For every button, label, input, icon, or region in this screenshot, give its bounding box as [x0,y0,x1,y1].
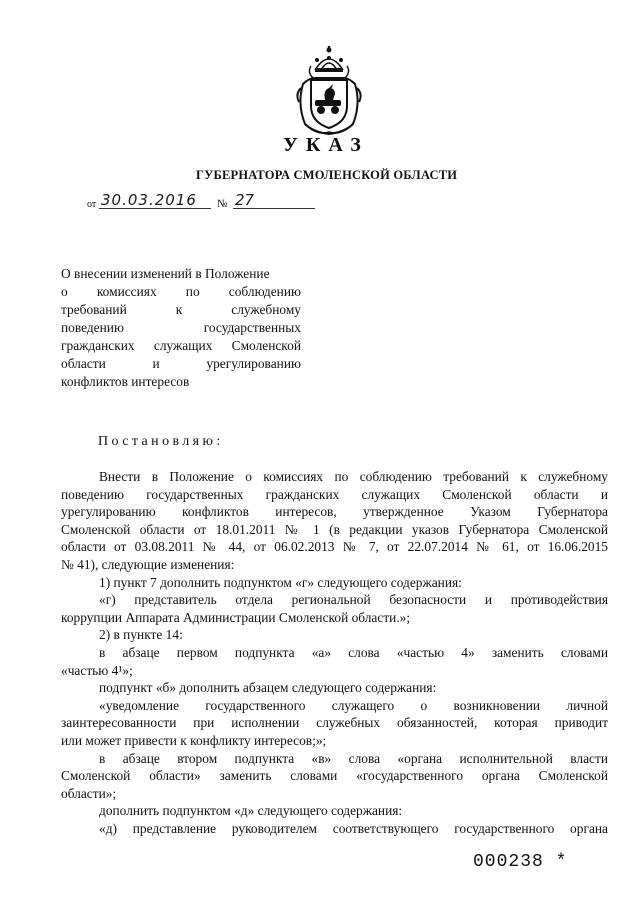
body-line: «уведомление государственного служащего о возникновении личной [99,697,608,713]
date-underline [99,208,211,209]
heading-line: области и урегулированию [61,356,301,371]
document-heading [61,265,301,391]
handwritten-date: 30.03.2016 [101,191,197,209]
body-line: 2) в пункте 14: [99,627,183,643]
body-line: области от 03.08.2011 № 44, от 06.02.2013 № 7, от 22.07.2014 № 61, от 16.06.2015 [61,539,608,555]
body-line: подпункт «б» дополнить абзацем следующего содержания: [99,680,437,696]
body-line: Смоленской области» заменить словами «государственного органа Смоленской [61,768,608,784]
body-line: в абзаце первом подпункта «а» слова «частью 4» заменить словами [99,644,608,660]
handwritten-number: 27 [235,191,255,209]
heading-line: О внесении изменений в Положение [61,266,270,281]
body-line: Смоленской области от 18.01.2011 № 1 (в редакции указов Губернатора Смоленской [61,521,608,537]
body-line: «г) представитель отдела региональной безопасности и противодействия [99,592,608,608]
number-prefix: № [217,198,228,210]
heading-line: о комиссиях по соблюдению [61,284,301,299]
heading-line: конфликтов интересов [61,374,190,389]
body-line: дополнить подпунктом «д» следующего содержания: [99,803,403,819]
body-line: Внести в Положение о комиссиях по соблюдению требований к служебному [99,469,608,484]
document-body [61,468,608,837]
document-title: УКАЗ [283,134,369,156]
date-number-line [87,191,327,213]
body-line: урегулированию конфликтов интересов, утвержденное Указом Губернатора [61,504,608,520]
heading-line: требований к служебному [61,302,301,317]
coat-of-arms-emblem [293,44,365,138]
body-line: в абзаце втором подпункта «в» слова «органа исполнительной власти [99,750,608,766]
body-line: заинтересованности при исполнении служебных обязанностей, которая приводит [61,715,608,731]
serial-number: 000238 * [473,852,568,872]
body-line: области»; [61,785,117,801]
body-line: коррупции Аппарата Администрации Смоленской области.»; [61,609,411,625]
body-line: 1) пункт 7 дополнить подпунктом «г» следующего содержания: [99,574,462,590]
heading-line: поведению государственных [61,320,301,335]
body-line: «д) представление руководителем соответствующего государственного органа [99,820,608,836]
number-underline [233,208,315,209]
decree-word: Постановляю: [98,434,224,449]
body-line: поведению государственных гражданских служащих Смоленской области и [61,486,608,502]
body-line: или может привести к конфликту интересов;»; [61,732,327,748]
body-line: «частью 4¹»; [61,662,133,678]
body-line: № 41), следующие изменения: [61,556,235,572]
document-subtitle: ГУБЕРНАТОРА СМОЛЕНСКОЙ ОБЛАСТИ [196,168,458,182]
date-prefix: от [87,199,97,210]
heading-line: гражданских служащих Смоленской [61,338,301,353]
